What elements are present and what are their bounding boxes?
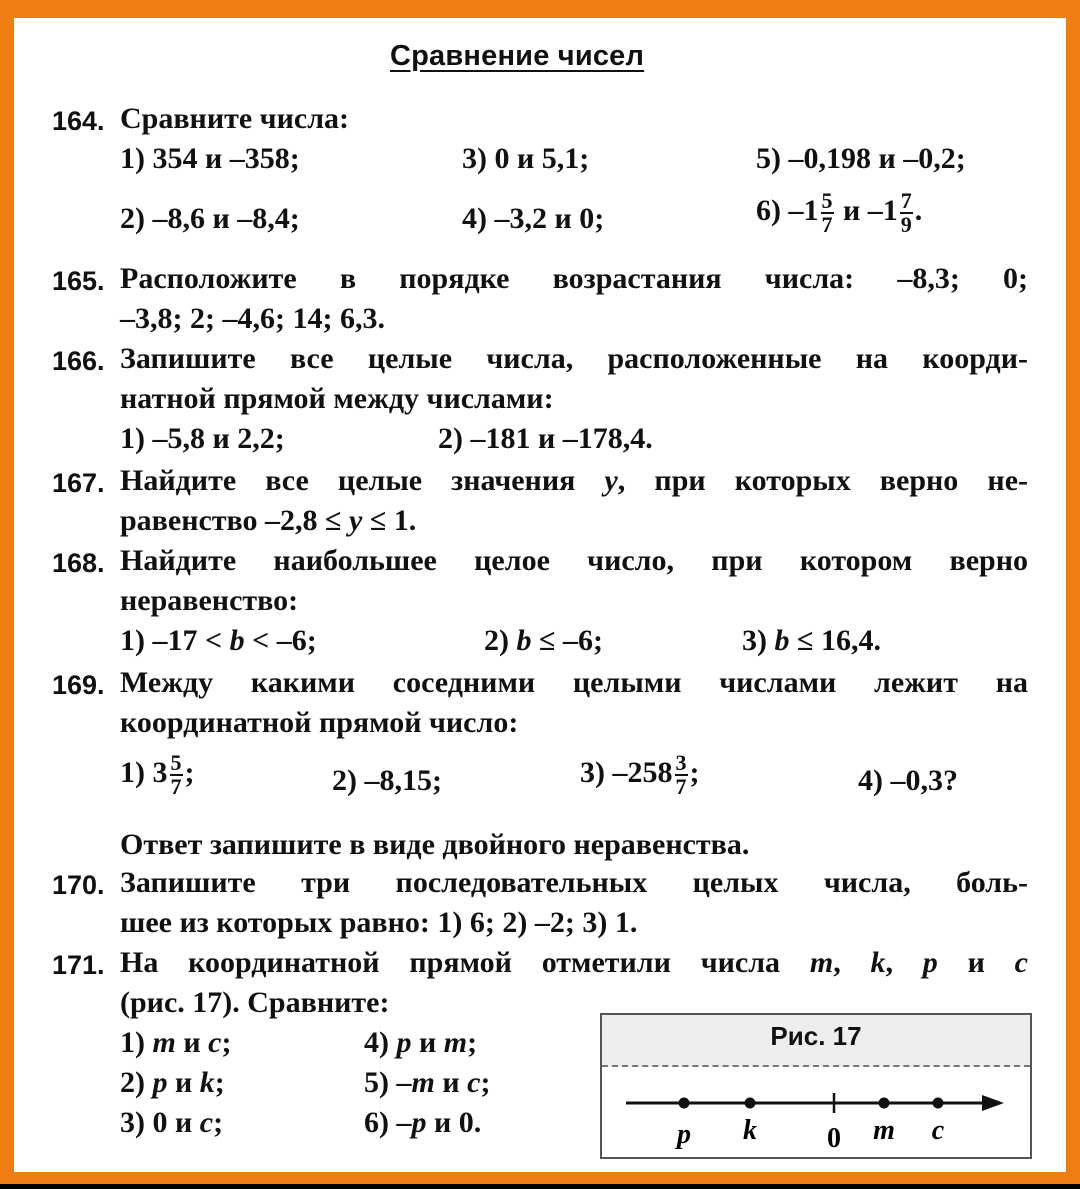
text-part: и [175, 1026, 209, 1059]
label-c: c [931, 1115, 945, 1146]
fraction-5-7 [170, 752, 183, 798]
variable-y: y [349, 504, 363, 537]
item-6-end: . [914, 193, 923, 227]
variable-p: p [411, 1106, 427, 1139]
text-part: ; [214, 1066, 225, 1099]
problem-171-item-4 [364, 1026, 477, 1060]
problem-number-164: 164. [52, 106, 105, 136]
figure-17 [600, 1013, 1032, 1159]
variable-p: p [152, 1066, 168, 1099]
problem-171-item-1 [120, 1026, 231, 1060]
text-part: 2) [120, 1066, 153, 1099]
variable-m: m [809, 946, 834, 979]
text-part: 1) –17 < [120, 624, 230, 657]
figure-header [602, 1015, 1030, 1067]
fraction-3-7 [675, 752, 688, 798]
text-part: ; [221, 1026, 232, 1059]
problem-164-item-5: 5) –0,198 и –0,2; [756, 142, 966, 175]
problem-169-item-1 [120, 752, 195, 798]
numerator: 5 [170, 750, 182, 775]
problem-number-170: 170. [52, 870, 105, 900]
number-line [602, 1065, 1030, 1157]
problem-168-item-1 [120, 624, 317, 658]
problem-165-line-2: –3,8; 2; –4,6; 14; 6,3. [120, 302, 385, 335]
variable-b: b [516, 624, 532, 657]
variable-m: m [411, 1066, 435, 1099]
text-part: и 0. [426, 1106, 482, 1139]
denominator: 7 [675, 774, 687, 799]
text-part: и [411, 1026, 444, 1059]
variable-m: m [152, 1026, 176, 1059]
problem-166-line-1: Запишите все целые числа, расположенные на коорди- [120, 342, 1028, 375]
problem-166-item-1: 1) –5,8 и 2,2; [120, 422, 285, 455]
text-part: , при которых верно не- [617, 464, 1028, 497]
variable-c: c [208, 1026, 222, 1059]
problem-number-168: 168. [52, 548, 105, 578]
denominator: 9 [900, 212, 912, 237]
variable-p: p [922, 946, 938, 979]
problem-171-line-2: (рис. 17). Сравните: [120, 986, 390, 1019]
label-zero: 0 [827, 1123, 841, 1154]
problem-171-item-2 [120, 1066, 225, 1100]
text-part: На координатной прямой отметили числа [120, 946, 810, 979]
problem-164-item-6 [756, 190, 922, 236]
text-part: 6) – [364, 1106, 412, 1139]
numerator: 3 [675, 750, 687, 775]
figure-title: Рис. 17 [770, 1021, 862, 1051]
variable-m: m [443, 1026, 468, 1059]
text-part: 3) 0 и [120, 1106, 200, 1139]
text-part: 2) [484, 624, 517, 657]
variable-b: b [774, 624, 790, 657]
fraction-5-7 [821, 190, 834, 236]
text-part: 3) [742, 624, 775, 657]
text-part: 5) – [364, 1066, 412, 1099]
text-part: 1) 3 [120, 755, 168, 789]
problem-169-note: Ответ запишите в виде двойного неравенства. [120, 828, 750, 861]
problem-169-line-1: Между какими соседними целыми числами лежит на [120, 666, 1028, 699]
problem-164-text: Сравните числа: [120, 102, 350, 135]
variable-c: c [199, 1106, 214, 1139]
problem-168-item-2 [484, 624, 603, 658]
problem-165-line-1: Расположите в порядке возрастания числа: –8,3; 0; [120, 262, 1028, 295]
page-frame [0, 10, 1080, 1184]
text-part: 4) [364, 1026, 397, 1059]
problem-171-item-6 [364, 1106, 481, 1140]
problem-number-167: 167. [52, 468, 105, 498]
variable-c: c [467, 1066, 481, 1099]
problem-164-item-3: 3) 0 и 5,1; [462, 142, 590, 175]
number-line-arrow [982, 1095, 1004, 1111]
problem-168-line-1: Найдите наибольшее целое число, при котором верно [120, 544, 1028, 577]
problem-number-169: 169. [52, 670, 105, 700]
point-c [933, 1098, 944, 1109]
problem-168-item-3 [742, 624, 881, 658]
text-part: , [833, 946, 871, 979]
text-part: ≤ –6; [531, 624, 603, 657]
label-p: p [677, 1119, 691, 1150]
variable-p: p [396, 1026, 412, 1059]
problem-169-item-3 [580, 752, 700, 798]
text-part: ≤ 1. [362, 504, 417, 537]
text-part: равенство –2,8 ≤ [120, 504, 349, 537]
denominator: 7 [821, 212, 833, 237]
problem-171-item-5 [364, 1066, 490, 1100]
problem-168-line-2: неравенство: [120, 584, 299, 617]
fraction-7-9 [900, 190, 913, 236]
problem-164-item-2: 2) –8,6 и –8,4; [120, 202, 300, 235]
text-part: Найдите все целые значения [120, 464, 605, 497]
numerator: 5 [821, 188, 833, 213]
label-m: m [873, 1115, 895, 1146]
problem-169-item-2: 2) –8,15; [332, 764, 442, 797]
variable-b: b [229, 624, 245, 657]
item-6-prefix: 6) –1 [756, 193, 819, 227]
problem-number-166: 166. [52, 346, 105, 376]
problem-167-line-1 [120, 464, 1028, 498]
problem-169-item-4: 4) –0,3? [858, 764, 958, 797]
variable-c: c [1014, 946, 1028, 979]
text-part: 3) –258 [580, 755, 673, 789]
problem-170-line-1: Запишите три последовательных целых числа, боль- [120, 866, 1028, 899]
item-6-middle: и –1 [835, 193, 898, 227]
problem-166-line-2: натной прямой между числами: [120, 382, 554, 415]
text-part: , [885, 946, 923, 979]
problem-169-line-2: координатной прямой число: [120, 706, 519, 739]
text-part: < –6; [244, 624, 317, 657]
textbook-page [14, 18, 1066, 1172]
text-part: и [434, 1066, 468, 1099]
page-content [14, 18, 1066, 1172]
text-part: ≤ 16,4. [789, 624, 881, 657]
variable-k: k [199, 1066, 215, 1099]
problem-171-item-3 [120, 1106, 223, 1140]
problem-number-171: 171. [52, 950, 105, 980]
point-m [879, 1098, 890, 1109]
page-title: Сравнение чисел [390, 40, 645, 72]
label-k: k [743, 1115, 757, 1146]
top-frame-bar [0, 0, 1080, 10]
denominator: 7 [170, 774, 182, 799]
text-part: ; [184, 755, 195, 789]
problem-170-line-2: шее из которых равно: 1) 6; 2) –2; 3) 1. [120, 906, 638, 939]
point-p [679, 1098, 690, 1109]
problem-167-line-2 [120, 504, 416, 538]
problem-number-165: 165. [52, 266, 105, 296]
problem-164-item-4: 4) –3,2 и 0; [462, 202, 605, 235]
point-k [745, 1098, 756, 1109]
text-part: ; [689, 755, 700, 789]
problem-171-line-1 [120, 946, 1028, 980]
text-part: 1) [120, 1026, 153, 1059]
text-part: ; [480, 1066, 491, 1099]
variable-y: y [604, 464, 618, 497]
text-part: ; [213, 1106, 224, 1139]
text-part: и [937, 946, 1015, 979]
problem-166-item-2: 2) –181 и –178,4. [438, 422, 653, 455]
text-part: ; [467, 1026, 478, 1059]
problem-164-item-1: 1) 354 и –358; [120, 142, 300, 175]
numerator: 7 [900, 188, 912, 213]
variable-k: k [870, 946, 886, 979]
text-part: и [167, 1066, 200, 1099]
